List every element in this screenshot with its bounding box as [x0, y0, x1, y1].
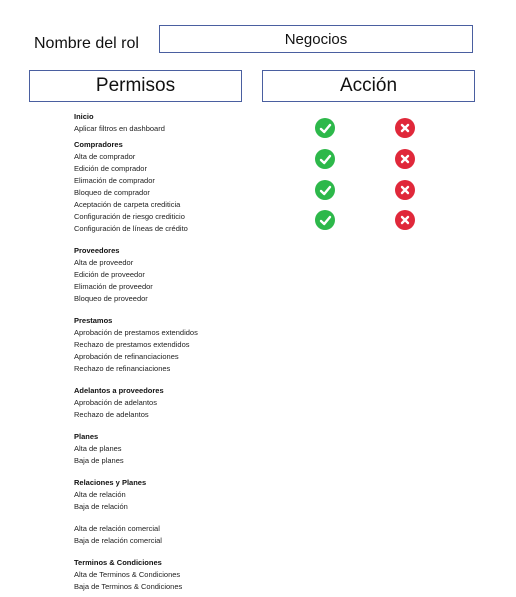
- group-title: Planes: [74, 432, 99, 441]
- permission-group-terminos: [74, 557, 314, 593]
- permission-item: Rechazo de prestamos extendidos: [74, 340, 190, 349]
- permission-group-proveedores: [74, 245, 314, 305]
- permission-item: Alta de relación comercial: [74, 524, 160, 533]
- group-title: Prestamos: [74, 316, 113, 325]
- permission-item: Alta de relación: [74, 490, 126, 499]
- permission-group-relaciones: [74, 477, 314, 547]
- x-icon[interactable]: [395, 118, 415, 138]
- permission-group-adelantos: [74, 385, 314, 421]
- action-header: Acción: [262, 70, 475, 102]
- group-title: Adelantos a proveedores: [74, 386, 164, 395]
- check-icon[interactable]: [315, 149, 335, 169]
- permission-group-planes: [74, 431, 314, 467]
- permission-item: Baja de planes: [74, 456, 124, 465]
- permission-item: Aceptación de carpeta crediticia: [74, 200, 181, 209]
- permission-group-inicio: [74, 111, 314, 135]
- x-icon[interactable]: [395, 180, 415, 200]
- role-name-label: Nombre del rol: [34, 35, 139, 52]
- check-icon[interactable]: [315, 210, 335, 230]
- permission-item: Baja de Terminos & Condiciones: [74, 582, 183, 591]
- permission-item: Bloqueo de comprador: [74, 188, 150, 197]
- permission-item: Alta de comprador: [74, 152, 136, 161]
- permission-item: Alta de proveedor: [74, 258, 134, 267]
- permission-item: Configuración de líneas de crédito: [74, 224, 188, 233]
- permission-item: Rechazo de refinanciaciones: [74, 364, 171, 373]
- check-icon[interactable]: [315, 180, 335, 200]
- x-icon[interactable]: [395, 210, 415, 230]
- group-title: Proveedores: [74, 246, 120, 255]
- x-icon[interactable]: [395, 149, 415, 169]
- permission-item: Aplicar filtros en dashboard: [74, 124, 165, 133]
- check-icon[interactable]: [315, 118, 335, 138]
- permission-item: Aprobación de prestamos extendidos: [74, 328, 198, 337]
- role-name-field[interactable]: Negocios: [159, 25, 473, 53]
- permissions-list: [74, 111, 314, 597]
- permission-item: Alta de Terminos & Condiciones: [74, 570, 181, 579]
- permission-item: Configuración de riesgo crediticio: [74, 212, 185, 221]
- group-title: Terminos & Condiciones: [74, 558, 162, 567]
- permission-item: Rechazo de adelantos: [74, 410, 149, 419]
- permission-item: Alta de planes: [74, 444, 122, 453]
- permission-item: Aprobación de refinanciaciones: [74, 352, 179, 361]
- group-title: Inicio: [74, 112, 94, 121]
- group-title: Relaciones y Planes: [74, 478, 147, 487]
- permission-item: Baja de relación: [74, 502, 128, 511]
- permission-item: Aprobación de adelantos: [74, 398, 157, 407]
- permission-item: Bloqueo de proveedor: [74, 294, 148, 303]
- permission-item: Edición de proveedor: [74, 270, 145, 279]
- group-title: Compradores: [74, 140, 123, 149]
- permission-item: Elimación de comprador: [74, 176, 155, 185]
- permission-item: Edición de comprador: [74, 164, 147, 173]
- permission-group-compradores: [74, 139, 314, 235]
- permissions-header: Permisos: [29, 70, 242, 102]
- permission-item: Elimación de proveedor: [74, 282, 153, 291]
- permission-item: Baja de relación comercial: [74, 536, 162, 545]
- permission-group-prestamos: [74, 315, 314, 375]
